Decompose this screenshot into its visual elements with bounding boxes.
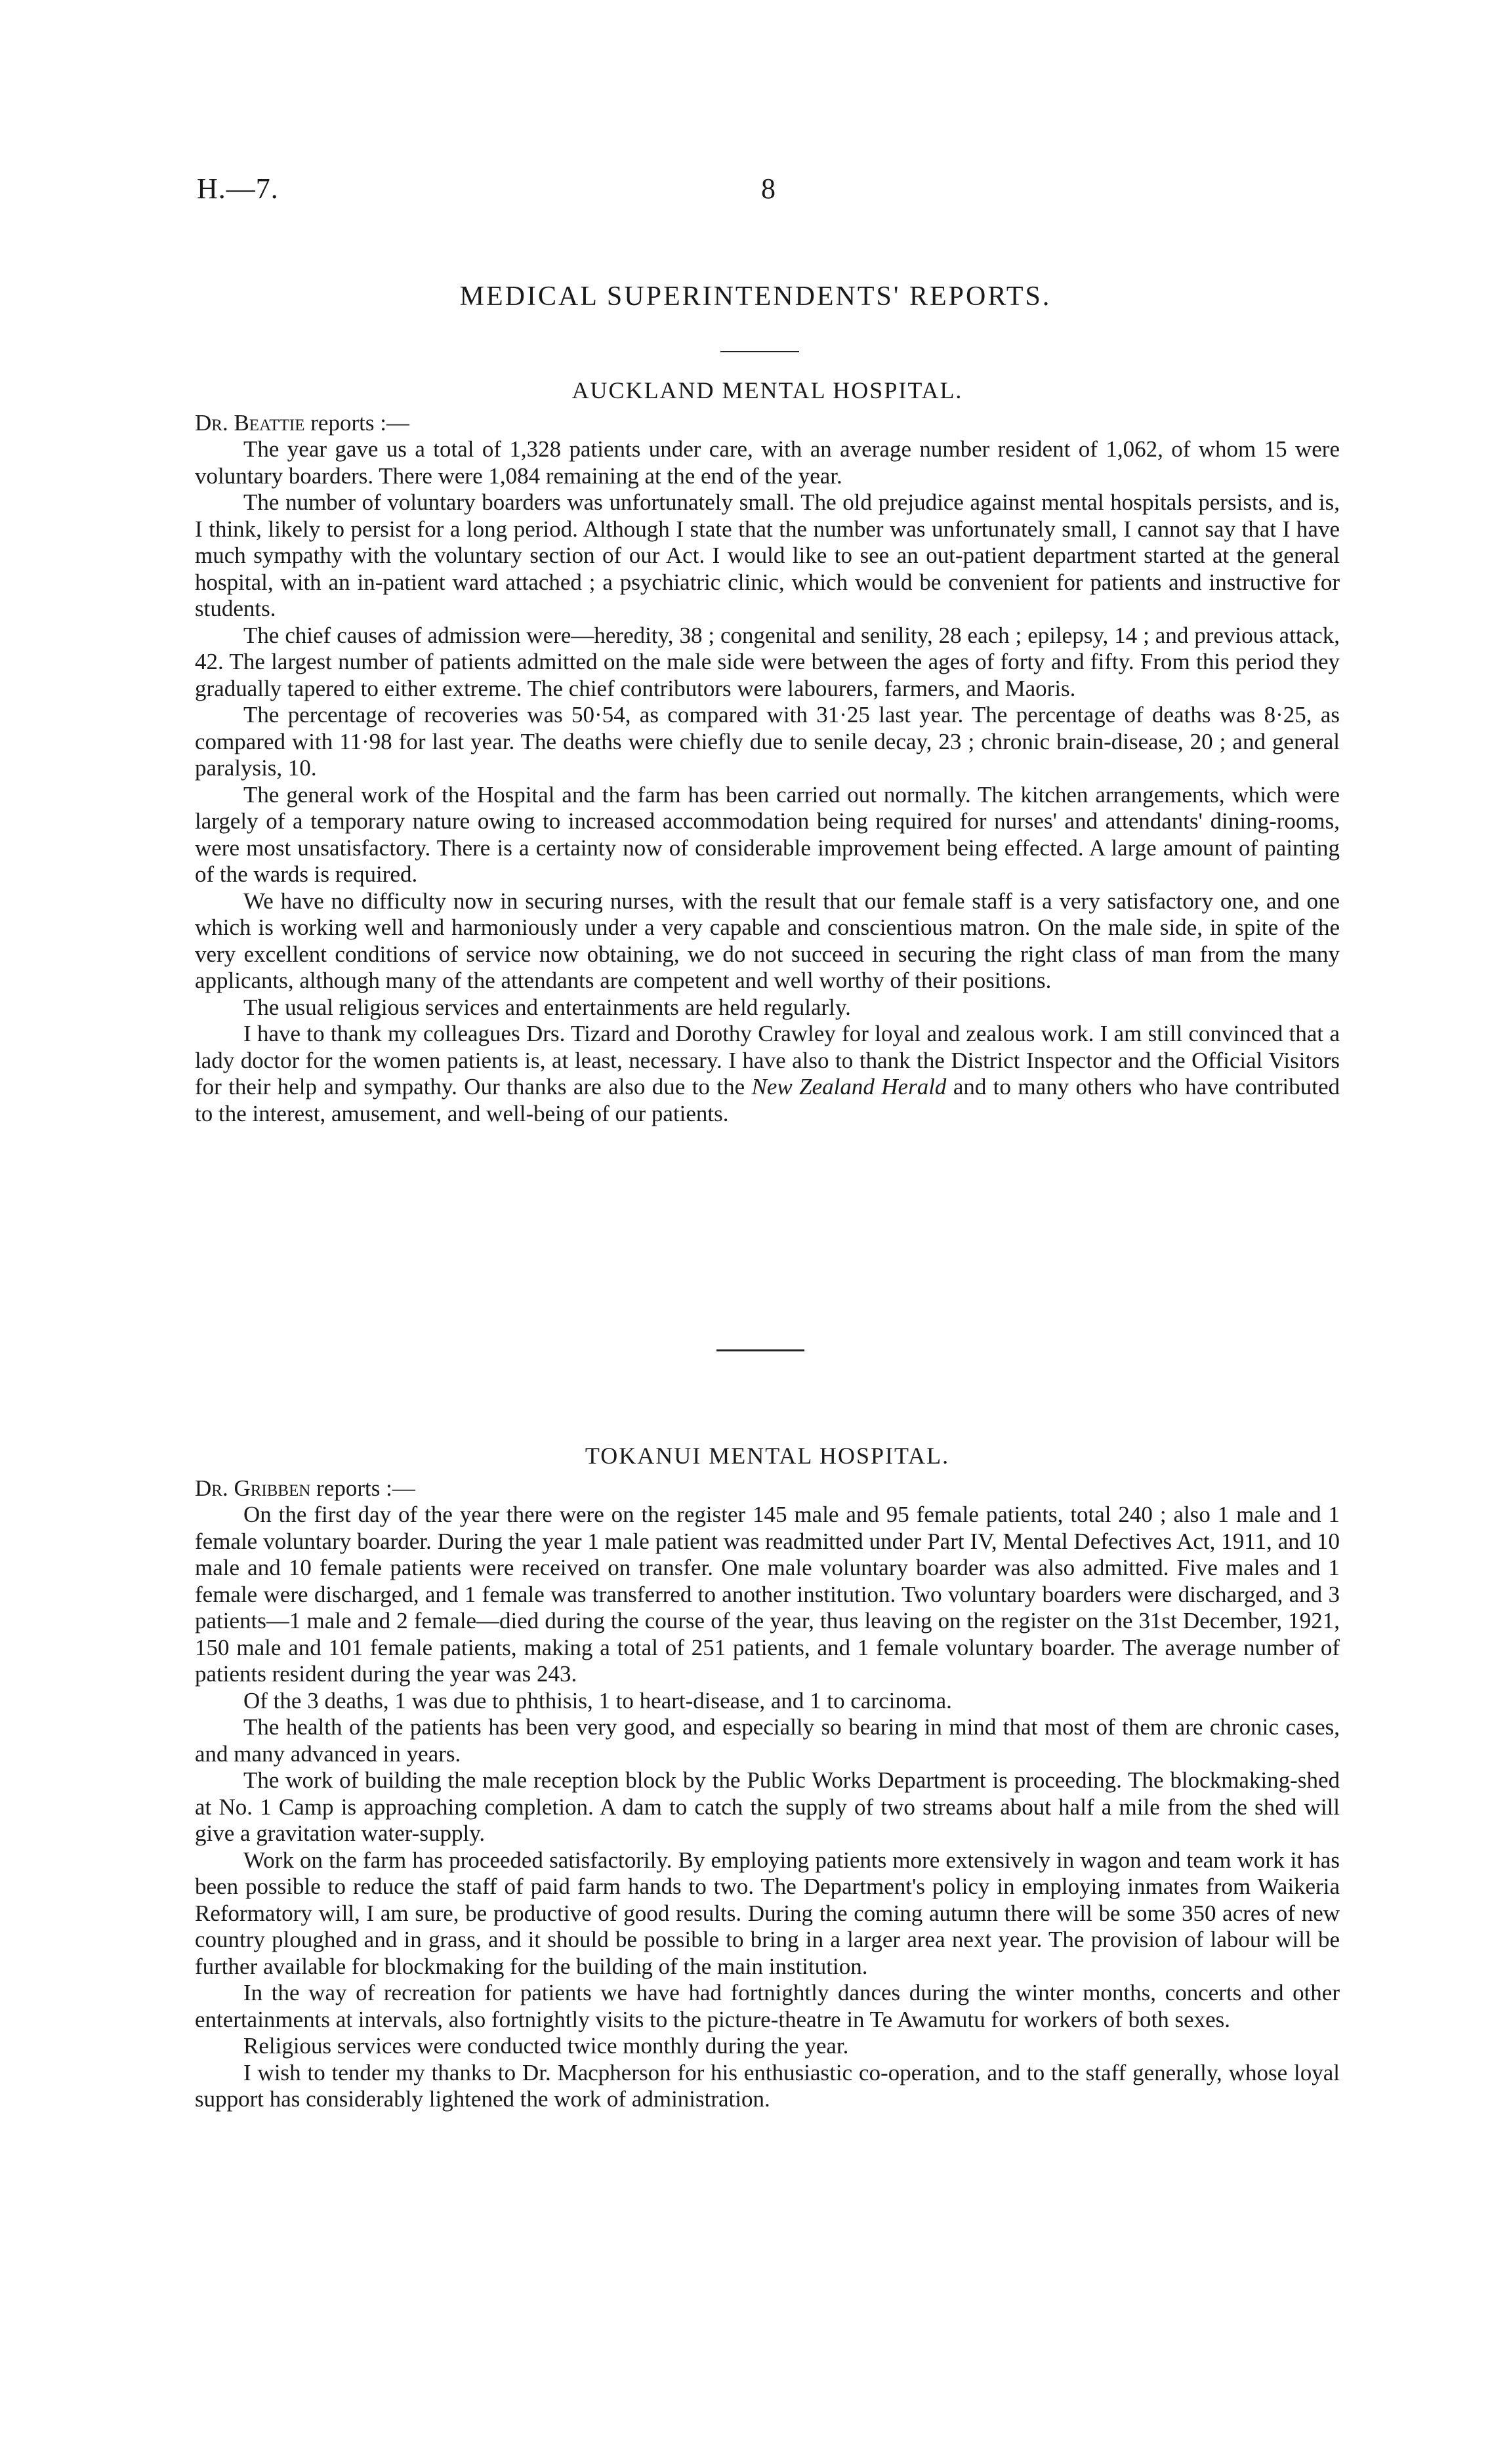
page-reference: H.—7. <box>197 173 279 205</box>
auckland-reporter <box>195 409 1340 436</box>
paragraph: Of the 3 deaths, 1 was due to phthisis, 1 to heart-disease, and 1 to carcinoma. <box>243 1687 952 1714</box>
section-divider <box>716 1349 804 1351</box>
paragraph: The usual religious services and entertainments are held regularly. <box>243 994 851 1020</box>
paragraph: The chief causes of admission were—heredity, 38 ; congenital and senility, 28 each ; epilepsy, 14 ; and previous attack, 42. The largest number of patients admitted on the male side were between the ages of forty and fifty. From this period they gradually tapered to either extreme. The chief contributors were labourers, farmers, and Maoris. <box>195 622 1340 701</box>
closing-text-start: I have to thank my colleagues Drs. Tizard and Dorothy Crawley for loyal and zealous work. I am still convinced that a lady doctor for the women patients is, at least, necessary. I have also to thank the District Inspector and the Official Visitors for their help and sympathy. Our thanks are also due to the <box>195 1021 1340 1099</box>
paragraph: Work on the farm has proceeded satisfactorily. By employing patients more extensively in wagon and team work it has been possible to reduce the staff of paid farm hands to two. The Department's policy in employing inmates from Waikeria Reformatory will, I am sure, be productive of good results. During the coming autumn there will be some 350 acres of new country ploughed and in grass, and it should be possible to bring in a larger area next year. The provision of labour will be further available for blockmaking for the building of the main institution. <box>195 1847 1340 1979</box>
auckland-reporter-name: Dr. Beattie <box>195 410 305 436</box>
paragraph: We have no difficulty now in securing nurses, with the result that our female staff is a very satisfactory one, and one which is working well and harmoniously under a very capable and conscientious matron. On the male side, in spite of the very excellent conditions of service now obtaining, we do not succeed in securing the right class of man from the many applicants, although many of the attendants are competent and well worthy of their positions. <box>195 888 1340 993</box>
paragraph: The health of the patients has been very good, and especially so bearing in mind that most of them are chronic cases, and many advanced in years. <box>195 1714 1340 1767</box>
tokanui-heading: TOKANUI MENTAL HOSPITAL. <box>585 1443 950 1469</box>
paragraph: The percentage of recoveries was 50·54, as compared with 31·25 last year. The percentage of deaths was 8·25, as compared with 11·98 for last year. The deaths were chiefly due to senile decay, 23 ; chronic brain-disease, 20 ; and general paralysis, 10. <box>195 702 1340 781</box>
page-title: MEDICAL SUPERINTENDENTS' REPORTS. <box>459 281 1052 312</box>
title-divider <box>720 351 799 352</box>
paragraph: On the first day of the year there were on the register 145 male and 95 female patients, total 240 ; also 1 male and 1 female voluntary boarder. During the year 1 male patient was readmitted under Part IV, Mental Defectives Act, 1911, and 10 male and 10 female patients were received on transfer. One male voluntary boarder was also admitted. Five males and 1 female were discharged, and 1 female was transferred to another institution. Two voluntary boarders were discharged, and 3 patients—1 male and 2 female—died during the course of the year, thus leaving on the register on the 31st December, 1921, 150 male and 101 female patients, making a total of 251 patients, and 1 female voluntary boarder. The average number of patients resident during the year was 243. <box>195 1502 1340 1687</box>
tokanui-reporter-suffix: reports :— <box>310 1475 415 1501</box>
closing-text-end: and to many others who have contributed to the interest, amusement, and well-being of our patients. <box>195 1074 1340 1126</box>
tokanui-report <box>195 1442 1340 2113</box>
paragraph: In the way of recreation for patients we have had fortnightly dances during the winter months, concerts and other entertainments at intervals, also fortnightly visits to the picture-theatre in Te Awamutu for workers of both sexes. <box>195 1980 1340 2032</box>
newspaper-title: New Zealand Herald <box>751 1074 947 1099</box>
tokanui-reporter-name: Dr. Gribben <box>195 1475 311 1501</box>
auckland-reporter-suffix: reports :— <box>304 410 409 436</box>
paragraph: I wish to tender my thanks to Dr. Macpherson for his enthusiastic co-operation, and to the staff generally, whose loyal support has considerably lightened the work of administration. <box>195 2059 1340 2112</box>
paragraph: The general work of the Hospital and the farm has been carried out normally. The kitchen arrangements, which were largely of a temporary nature owing to increased accommodation being required for nurses' and attendants' dining-rooms, were most unsatisfactory. There is a certainty now of considerable improvement being effected. A large amount of painting of the wards is required. <box>195 781 1340 887</box>
paragraph: Religious services were conducted twice monthly during the year. <box>243 2033 849 2059</box>
page-number: 8 <box>761 173 776 205</box>
auckland-report <box>195 377 1340 1127</box>
paragraph-closing <box>195 1021 1340 1127</box>
paragraph: The work of building the male reception block by the Public Works Department is proceeding. The blockmaking-shed at No. 1 Camp is approaching completion. A dam to catch the supply of two streams about half a mile from the shed will give a gravitation water-supply. <box>195 1767 1340 1846</box>
auckland-heading: AUCKLAND MENTAL HOSPITAL. <box>571 377 963 403</box>
tokanui-reporter <box>195 1475 1340 1502</box>
paragraph: The number of voluntary boarders was unfortunately small. The old prejudice against mental hospitals persists, and is, I think, likely to persist for a long period. Although I state that the number was unfortunately small, I cannot say that I have much sympathy with the voluntary section of our Act. I would like to see an out-patient department started at the general hospital, with an in-patient ward attached ; a psychiatric clinic, which would be convenient for patients and instructive for students. <box>195 489 1340 621</box>
paragraph: The year gave us a total of 1,328 patients under care, with an average number resident of 1,062, of whom 15 were voluntary boarders. There were 1,084 remaining at the end of the year. <box>195 436 1340 489</box>
